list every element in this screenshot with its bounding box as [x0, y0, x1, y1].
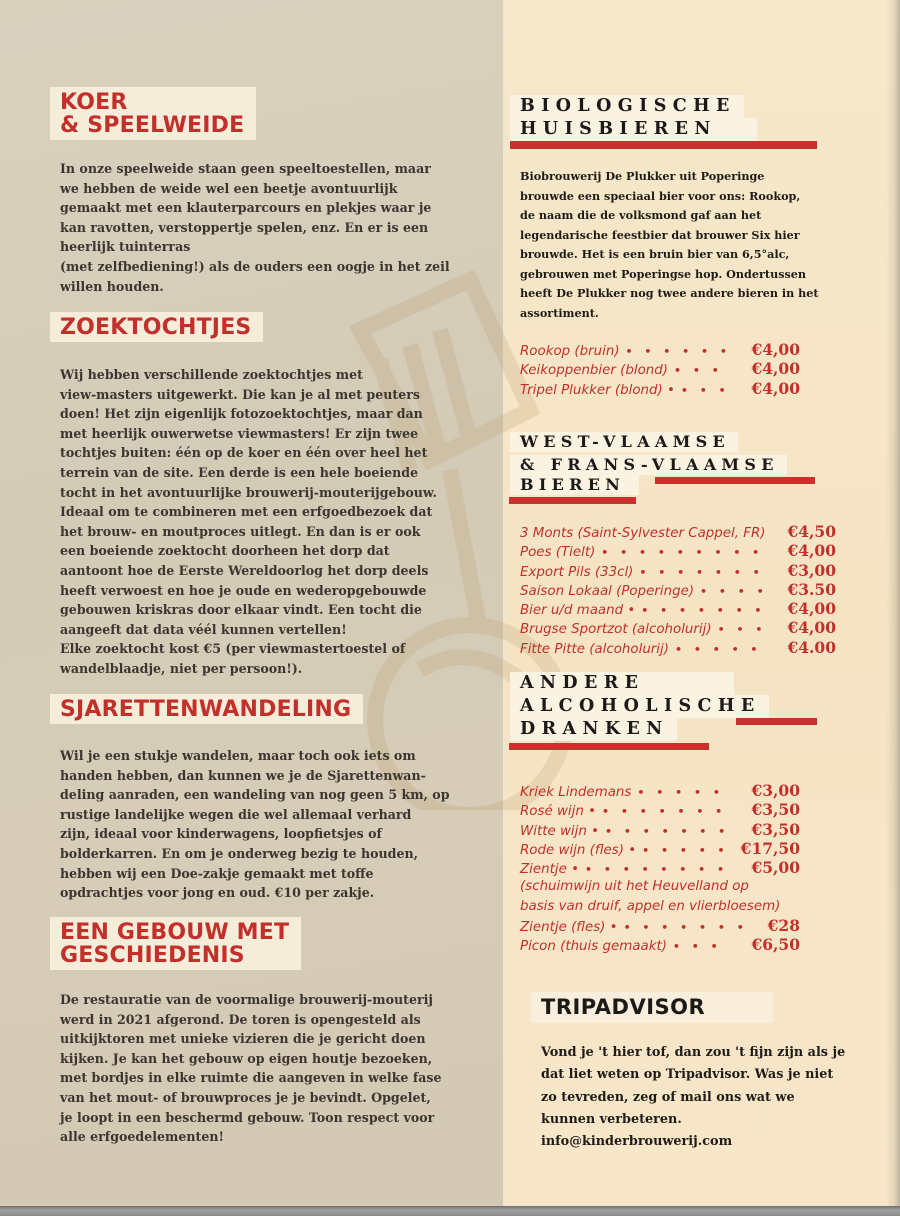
heading-line: HUISBIEREN: [510, 118, 757, 141]
item-name: Saison Lokaal (Poperinge): [520, 583, 695, 599]
body-line: het brouw- en moutproces uitlegt. En dan is er ook: [60, 523, 421, 539]
body-line: zijn, ideaal voor kinderwagens, loopfietsjes of: [60, 826, 382, 842]
heading-line: ALCOHOLISCHE: [510, 695, 769, 718]
body-line: werd in 2021 afgerond. De toren is opengesteld als: [60, 1011, 421, 1027]
red-underline: [510, 141, 817, 149]
menu-item: [520, 800, 800, 819]
body-line: van het mout- of brouwproces je je bevindt. Opgelet,: [60, 1089, 431, 1105]
body-line: terrein van de site. Een derde is een hele boeiende: [60, 464, 419, 480]
body-line: assortiment.: [520, 305, 599, 320]
item-name: Zientje •: [520, 862, 579, 878]
title-line: EEN GEBOUW MET: [60, 920, 290, 945]
tripadvisor-heading: TRIPADVISOR: [531, 992, 773, 1023]
menu-item: [520, 935, 800, 954]
item-name: Poes (Tielt): [520, 545, 596, 561]
item-name: Tripel Plukker (blond) •: [520, 382, 675, 398]
dot-leader: • • • • •: [674, 642, 762, 656]
section-gebouw-geschiedenis: [50, 917, 450, 1147]
west-vlaamse-beer-list: [520, 522, 836, 657]
menu-item: [520, 858, 800, 877]
menu-item: [520, 580, 836, 599]
menu-item: [520, 379, 800, 398]
body-line: een boeiende zoektocht doorheen het dorp dat: [60, 543, 390, 559]
body-line: Wil je een stukje wandelen, maar toch ook iets om: [60, 748, 416, 763]
menu-item: [520, 599, 836, 618]
body-line: alle erfgoedelementen!: [60, 1129, 225, 1145]
body-line: kan ravotten, verstoppertje spelen, enz. En er is een: [60, 219, 429, 235]
item-price: €4,00: [751, 340, 800, 359]
item-note: (schuimwijn uit het Heuvelland op: [520, 879, 749, 895]
dot-leader: • • • • • • • •: [584, 863, 729, 877]
dot-leader: • • • • • •: [625, 345, 731, 358]
body-line: De restauratie van de voormalige brouwerij-mouterij: [60, 992, 433, 1007]
body-line: gebrouwen met Poperingse hop. Ondertussen: [520, 266, 807, 281]
body-line: tocht in het avontuurlijke brouwerij-mouterijgebouw.: [60, 484, 437, 500]
body-line: met bordjes in elke ruimte die aangeven in welke fase: [60, 1070, 442, 1086]
body-line: gebouwen kriskras door elkaar vindt. Een tocht die: [60, 602, 422, 618]
item-name: Rookop (bruin): [520, 344, 620, 359]
menu-item: [520, 618, 836, 637]
item-price: €4,00: [787, 599, 836, 619]
body-line: Wij hebben verschillende zoektochtjes met: [60, 367, 363, 382]
body-line: kijken. Je kan het gebouw op eigen houtje bezoeken,: [60, 1050, 433, 1066]
item-name: Rosé wijn •: [520, 804, 597, 820]
item-price: €4,50: [787, 522, 836, 541]
red-underline: [736, 718, 817, 725]
body-line: hebben wij een Doe-zakje gemaakt met toffe: [60, 865, 374, 881]
heading-line: BIEREN: [510, 475, 639, 495]
item-price: €3,00: [787, 560, 836, 580]
item-price: €4,00: [787, 618, 836, 638]
body-line: aangeeft dat data véél kunnen vertellen!: [60, 621, 347, 637]
item-name: Bier u/d maand •: [520, 603, 636, 619]
body-line: willen houden.: [60, 278, 164, 294]
dot-leader: • • •: [680, 383, 730, 397]
section-body: [60, 159, 460, 296]
section-body: [60, 990, 460, 1147]
body-line: Ideaal om te combineren met een erfgoedbezoek dat: [60, 504, 433, 520]
item-name: Picon (thuis gemaakt): [520, 939, 667, 955]
page-edge-shadow: [886, 0, 900, 1206]
dot-leader: • • • • •: [637, 786, 724, 799]
body-line: opdrachtjes voor jong en oud. €10 per zakje.: [60, 885, 375, 901]
body-line: brouwde een speciaal bier voor ons: Rookop,: [520, 188, 801, 203]
item-price: €3,50: [751, 819, 800, 839]
body-line: In onze speelweide staan geen speeltoestellen, maar: [60, 161, 431, 176]
item-note: basis van druif, appel en vlierbloesem): [520, 898, 781, 914]
section-sjarettenwandeling: [50, 694, 450, 903]
body-line: met heerlijk ouwerwetse viewmasters! Er zijn twee: [60, 425, 419, 441]
item-price: €3,50: [751, 800, 800, 820]
menu-item: [520, 916, 800, 935]
item-name: Fitte Pitte (alcoholurij): [520, 641, 669, 657]
section-title: [50, 312, 263, 342]
body-line: heerlijk tuinterras: [60, 239, 191, 255]
body-line: view-masters uitgewerkt. Die kan je al met peuters: [60, 386, 420, 402]
menu-item: [520, 561, 836, 580]
dot-leader: • • • • • • • • •: [601, 546, 764, 560]
body-line: doen! Het zijn eigenlijk fotozoektochtjes, maar dan: [60, 406, 423, 422]
item-name: 3 Monts (Saint-Sylvester Cappel, FR): [520, 526, 766, 541]
item-price: €3,00: [751, 781, 800, 800]
dot-leader: • • • • • • •: [605, 824, 730, 838]
section-title: [50, 87, 256, 140]
item-price: €17,50: [740, 838, 800, 858]
item-price: €4,00: [751, 378, 800, 398]
body-line: Vond je 't hier tof, dan zou 't fijn zijn als je: [541, 1045, 846, 1060]
tripadvisor-text: [541, 1042, 881, 1153]
menu-item: [520, 522, 836, 541]
red-underline: [509, 497, 636, 504]
bio-description: [520, 167, 820, 323]
body-line: kunnen verbeteren.: [541, 1111, 682, 1127]
section-body: [60, 746, 460, 903]
title-line: GESCHIEDENIS: [60, 943, 245, 968]
menu-item: [520, 541, 836, 560]
heading-line: DRANKEN: [510, 718, 677, 741]
item-name: Rode wijn (fles) •: [520, 842, 637, 858]
menu-item: [520, 839, 800, 858]
body-line: tochtjes buiten: één op de koer en één over heel het: [60, 445, 428, 461]
item-name: Brugse Sportzot (alcoholurij): [520, 622, 712, 638]
heading-west-vlaamse-bieren: [510, 432, 787, 495]
heading-andere-alcoholische-dranken: [510, 672, 769, 741]
item-price: €4,00: [787, 541, 836, 561]
dot-leader: • • • •: [700, 584, 768, 598]
body-line: brouwde. Het is een bruin bier van 6,5°alc,: [520, 247, 790, 261]
body-line: deling aanraden, een wandeling van nog geen 5 km, op: [60, 787, 450, 803]
section-zoektochtjes: [50, 312, 450, 679]
body-line: aantoont hoe de Eerste Wereldoorlog het dorp deels: [60, 562, 429, 578]
red-underline: [655, 477, 815, 484]
body-line: Elke zoektocht kost €5 (per viewmastertoestel of: [60, 641, 406, 657]
body-line: bolderkarren. En om je onderweg bezig te houden,: [60, 845, 419, 861]
menu-item: [520, 781, 800, 800]
title-line: & SPEELWEIDE: [60, 113, 245, 138]
dot-leader: • • •: [674, 364, 723, 378]
section-body: [60, 365, 460, 679]
email-link[interactable]: info@kinderbrouwerij.com: [541, 1134, 733, 1150]
item-name: Zientje (fles) •: [520, 920, 618, 936]
andere-dranken-list: [520, 781, 800, 955]
body-line: gemaakt met een klauterparcours en plekjes waar je: [60, 200, 432, 216]
item-price: €3.50: [787, 579, 836, 599]
dot-leader: • • •: [672, 940, 722, 954]
body-line: zo tevreden, zeg of mail ons wat we: [541, 1089, 795, 1105]
heading-line: WEST-VLAAMSE: [510, 432, 738, 452]
body-line: (met zelfbediening!) als de ouders een oogje in het zeil: [60, 258, 450, 274]
menu-item: [520, 638, 836, 657]
menu-item: [520, 820, 800, 839]
body-line: handen hebben, dan kunnen we je de Sjarettenwan-: [60, 767, 426, 783]
heading-line: & FRANS-VLAAMSE: [510, 455, 787, 475]
bottom-frame-band: [0, 1206, 900, 1216]
item-price: €6,50: [751, 935, 800, 955]
body-line: heeft De Plukker nog twee andere bieren in het: [520, 286, 819, 300]
body-line: legendarische feestbier dat brouwer Six hier: [520, 227, 800, 242]
menu-item: [520, 359, 800, 378]
item-name: Kriek Lindemans: [520, 785, 632, 800]
heading-biologische-huisbieren: [510, 95, 757, 141]
dot-leader: • • •: [717, 623, 767, 637]
body-line: wandelblaadje, niet per persoon!).: [60, 660, 303, 676]
body-line: rustige landelijke wegen die wel allemaal verhard: [60, 806, 412, 822]
body-line: heeft verwoest en hoe je oude en wederopgebouwde: [60, 582, 427, 598]
title-line: SJARETTENWANDELING: [60, 697, 352, 722]
section-title: [50, 694, 363, 724]
bio-beer-list: [520, 340, 800, 398]
body-line: dat liet weten op Tripadvisor. Was je niet: [541, 1067, 834, 1083]
body-line: uitkijktoren met unieke vizieren die je gericht doen: [60, 1031, 426, 1047]
section-koer-speelweide: [50, 87, 450, 296]
item-name: Export Pils (33cl): [520, 564, 634, 580]
item-price: €28: [767, 916, 800, 936]
item-name: Witte wijn •: [520, 823, 599, 839]
body-line: je loopt in een beschermd gebouw. Toon respect voor: [60, 1109, 435, 1125]
section-title: [50, 917, 301, 970]
heading-line: ANDERE: [510, 672, 734, 695]
red-underline: [509, 743, 709, 750]
body-line: Biobrouwerij De Plukker uit Poperinge: [520, 169, 765, 183]
heading-line: BIOLOGISCHE: [510, 95, 744, 118]
title-line: ZOEKTOCHTJES: [60, 315, 252, 340]
dot-leader: • • • • •: [642, 843, 729, 857]
item-price: €4,00: [751, 359, 800, 379]
dot-leader: • • • • • • •: [639, 565, 764, 579]
menu-item: [520, 340, 800, 359]
title-line: KOER: [60, 90, 128, 115]
body-line: de naam die de volksmond gaf aan het: [520, 208, 762, 222]
item-price: €5,00: [751, 858, 800, 878]
item-name: Keikoppenbier (blond): [520, 363, 669, 379]
dot-leader: • • • • • • •: [623, 921, 748, 935]
item-price: €4.00: [787, 637, 836, 657]
body-line: we hebben de weide wel een beetje avontuurlijk: [60, 180, 398, 196]
dot-leader: • • • • • • •: [602, 805, 727, 819]
dot-leader: • • • • • • •: [641, 604, 766, 618]
